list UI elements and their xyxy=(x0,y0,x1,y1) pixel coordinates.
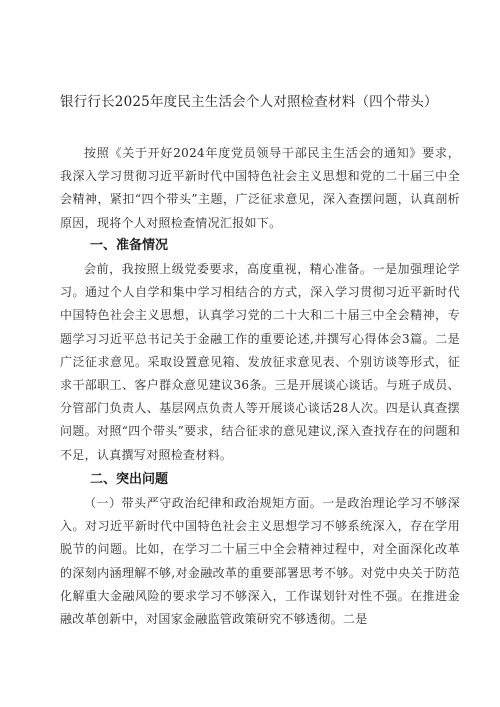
section-heading-problems: 二、突出问题 xyxy=(90,472,169,487)
section-heading-preparation: 一、准备情况 xyxy=(90,238,169,253)
intro-paragraph: 按照《关于开好2024年度党员领导干部民主生活会的通知》要求，我深入学习贯彻习近平新时代中国特色社会主义思想和党的二十届三中全会精神，紧扣“四个带头”主题，广泛征求意见，深入查摆问题，认真剖析原因，现将个人对照检查情况汇报如下。 xyxy=(60,146,460,230)
document-title: 银行行长2025年度民主生活会个人对照检查材料（四个带头） xyxy=(60,94,438,110)
section-body-problems: （一）带头严守政治纪律和政治规矩方面。一是政治理论学习不够深入。对习近平新时代中国特色社会主义思想学习不够系统深入，存在学用脱节的问题。比如，在学习二十届三中全会精神过程中，对全面深化改革的深刻内涵理解不够,对金融改革的重要部署思考不够。对党中央关于防范化解重大金融风险的要求学习不够深入，工作谋划针对性不强。在推进金融改革创新中，对国家金融监管政策研究不够透彻。二是 xyxy=(60,496,460,627)
section-body-preparation: 会前，我按照上级党委要求，高度重视，精心准备。一是加强理论学习。通过个人自学和集中学习相结合的方式，深入学习贯彻习近平新时代中国特色社会主义思想，认真学习党的二十大和二十届三中全会精神，专题学习习近平总书记关于金融工作的重要论述,并撰写心得体会3篇。二是广泛征求意见。采取设置意见箱、发放征求意见表、个别访谈等形式，征求干部职工、客户群众意见建议36条。三是开展谈心谈话。与班子成员、分管部门负责人、基层网点负责人等开展谈心谈话28人次。四是认真查摆问题。对照“四个带头”要求，结合征求的意见建议,深入查找存在的问题和不足，认真撰写对照检查材料。 xyxy=(60,262,460,462)
